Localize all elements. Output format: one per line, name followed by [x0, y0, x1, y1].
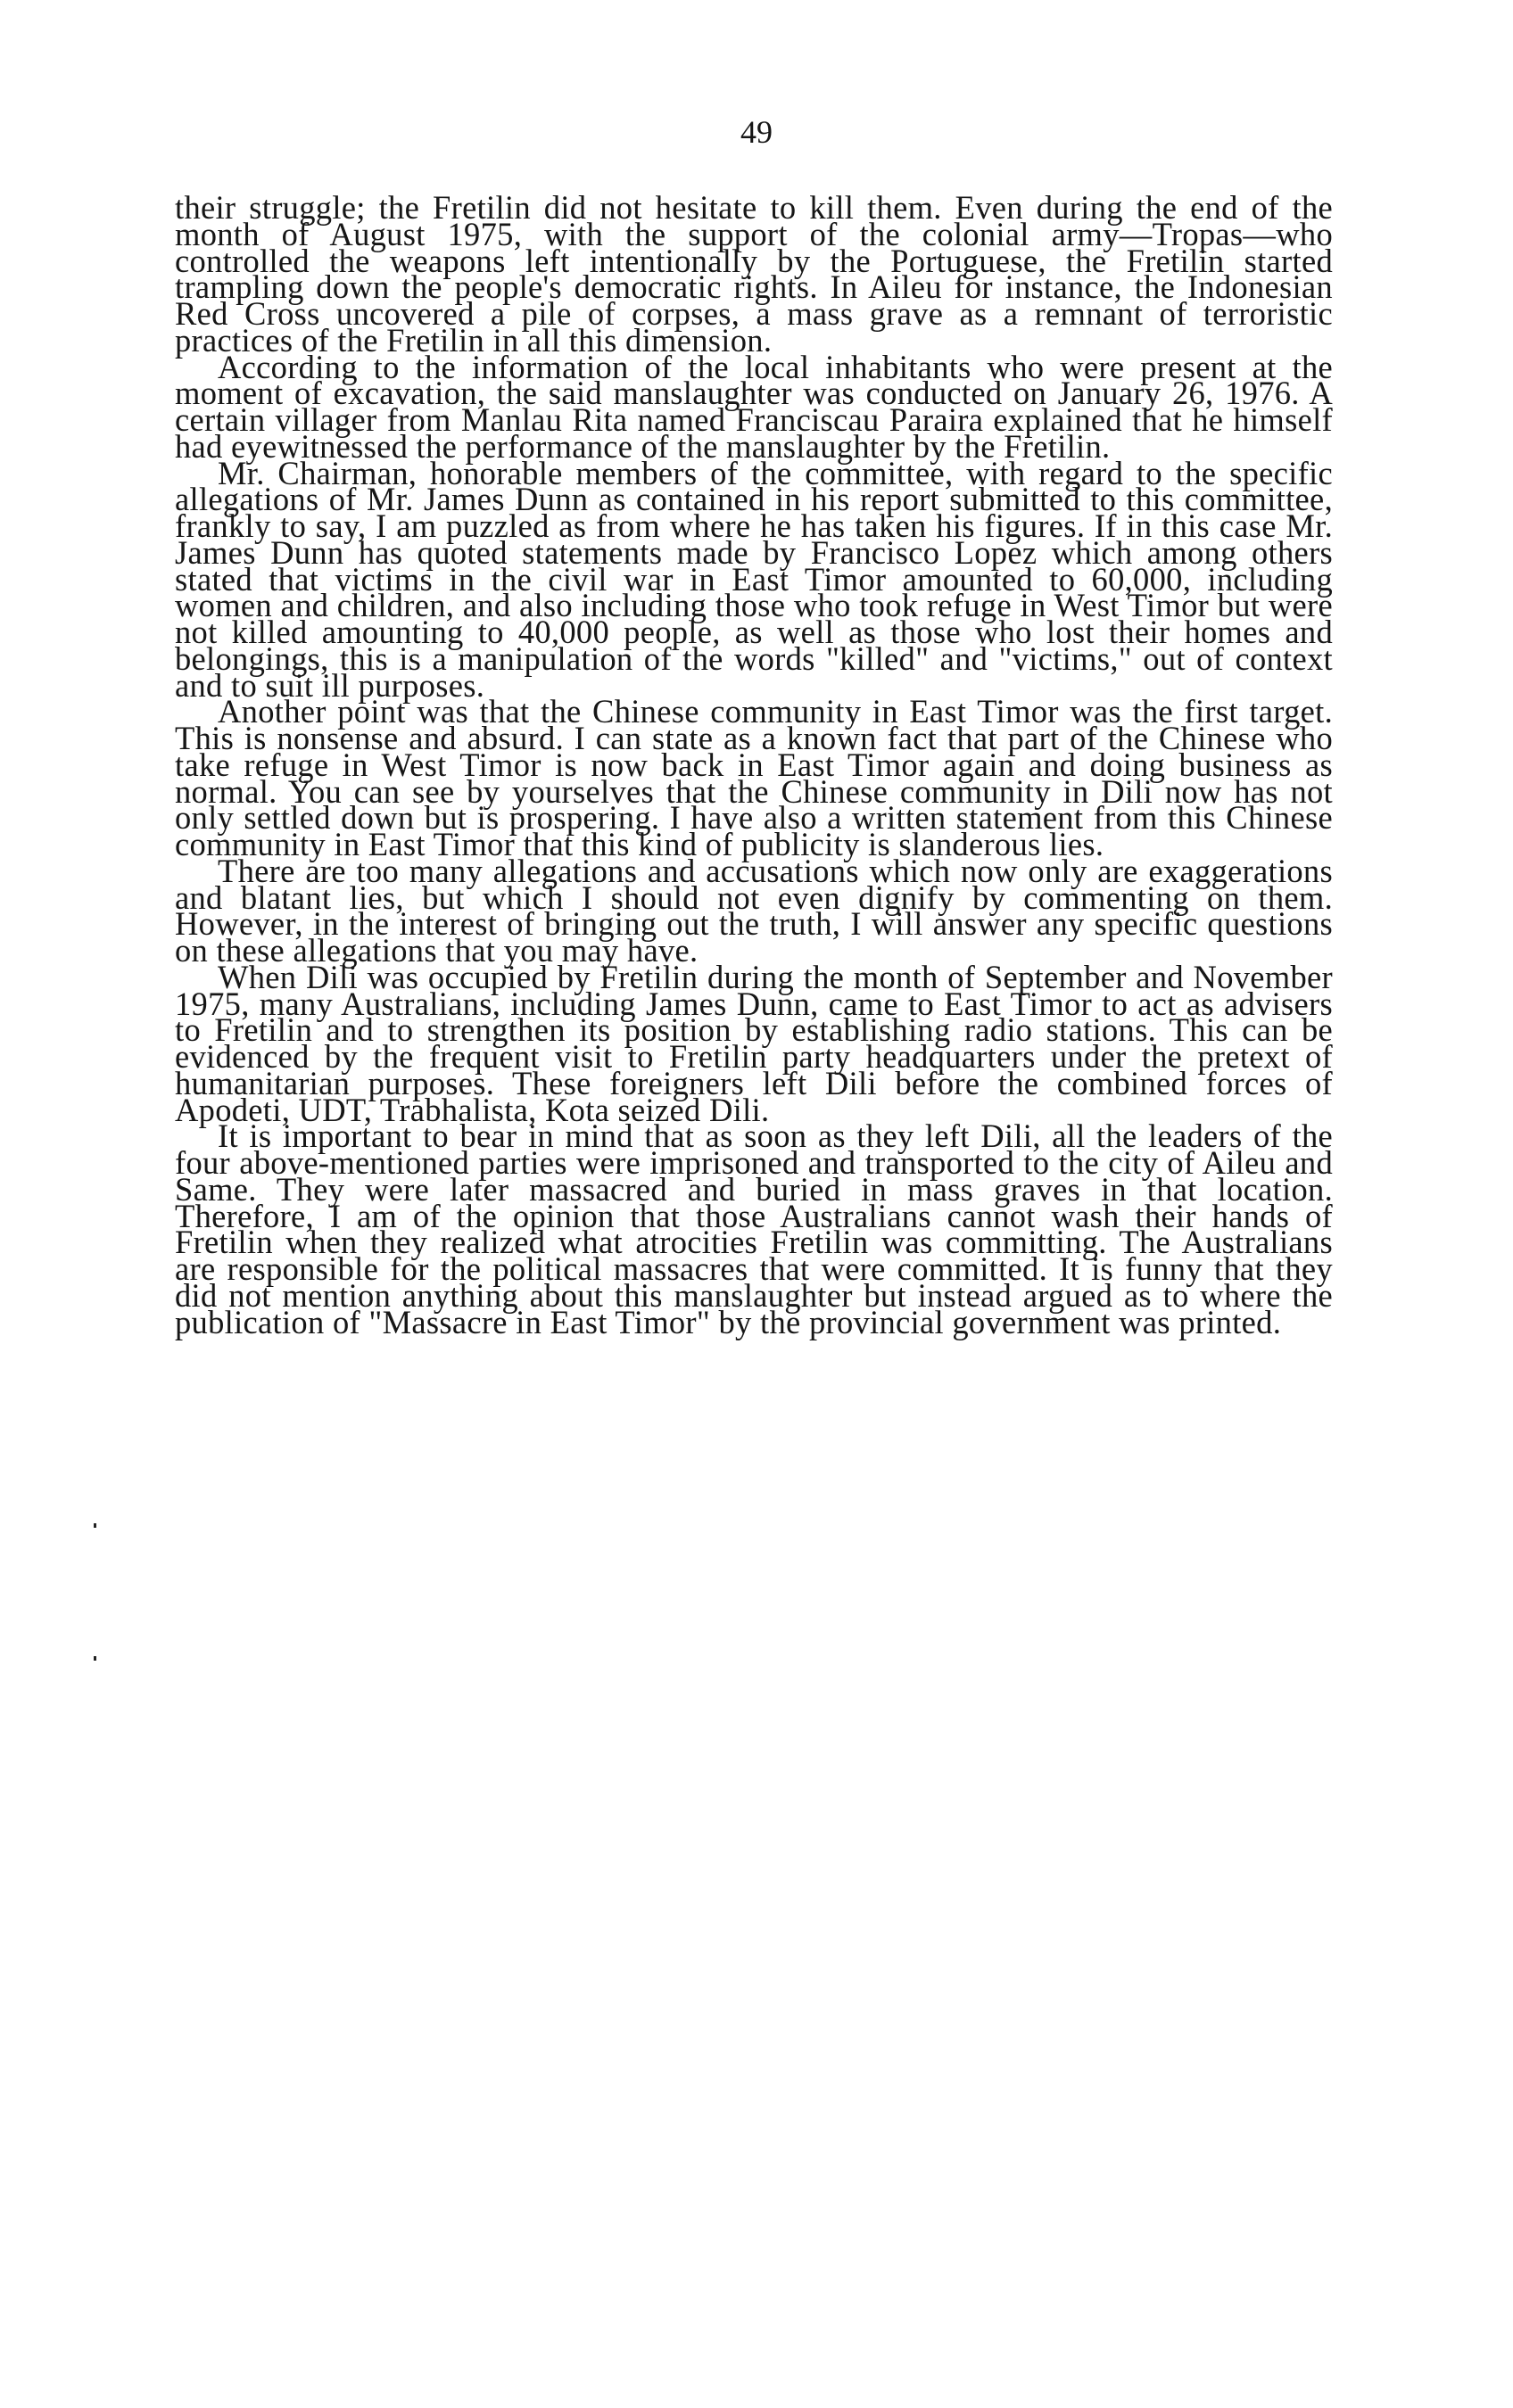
margin-mark — [94, 1523, 96, 1528]
paragraph-exaggerations: There are too many allegations and accusations which now only are exaggerations and blatant lies, but which I should not even dignify by commenting on them. However, in the interest of bringing out the truth, I will answer any specific questions on these allegations that you may have. — [175, 852, 1333, 969]
body-text — [175, 189, 1333, 1340]
paragraph-leaders-imprisoned: It is important to bear in mind that as soon as they left Dili, all the leaders of the four above-mentioned parties were imprisoned and transported to the city of Aileu and Same. They were later massacred and buried in mass graves in that location. Therefore, I am of the opinion that those Australians cannot wash their hands of Fretilin when they realized what atrocities Fretilin was committing. The Australians are responsible for the political massacres that were committed. It is funny that they did not mention anything about this manslaughter but instead argued as to where the publication of "Massacre in East Timor" by the provincial government was printed. — [175, 1117, 1333, 1340]
paragraph-continuation: their struggle; the Fretilin did not hesitate to kill them. Even during the end of the month of August 1975, with the support of the colonial army—Tropas—who controlled the weapons left intentionally by the Portuguese, the Fretilin started trampling down the people's democratic rights. In Aileu for instance, the Indonesian Red Cross uncovered a pile of corpses, a mass grave as a remnant of terroristic practices of the Fretilin in all this dimension. — [175, 189, 1333, 359]
paragraph-local-inhabitants: According to the information of the local inhabitants who were present at the moment of excavation, the said manslaughter was conducted on January 26, 1976. A certain villager from Manlau Rita named Franciscau Paraira explained that he himself had eyewitnessed the performance of the manslaughter by the Fretilin. — [175, 348, 1333, 465]
margin-mark — [94, 1656, 96, 1661]
paragraph-dili-occupied: When Dili was occupied by Fretilin during the month of September and November 1975, many Australians, including James Dunn, came to East Timor to act as advisers to Fretilin and to strengthen its position by establishing radio stations. This can be evidenced by the frequent visit to Fretilin party headquarters under the pretext of humanitarian purposes. These foreigners left Dili before the combined forces of Apodeti, UDT, Trabhalista, Kota seized Dili. — [175, 958, 1333, 1128]
paragraph-chairman-allegations: Mr. Chairman, honorable members of the committee, with regard to the specific allegations of Mr. James Dunn as contained in his report submitted to this committee, frankly to say, I am puzzled as from where he has taken his figures. If in this case Mr. James Dunn has quoted statements made by Francisco Lopez which among others stated that victims in the civil war in East Timor amounted to 60,000, including women and children, and also including those who took refuge in West Timor but were not killed amounting to 40,000 people, as well as those who lost their homes and belongings, this is a manipulation of the words "killed" and "victims," out of context and to suit ill purposes. — [175, 454, 1333, 704]
page-number: 49 — [740, 114, 773, 150]
paragraph-chinese-community: Another point was that the Chinese community in East Timor was the first target. This is nonsense and absurd. I can state as a known fact that part of the Chinese who take refuge in West Timor is now back in East Timor again and doing business as normal. You can see by yourselves that the Chinese community in Dili now has not only settled down but is prospering. I have also a written statement from this Chinese community in East Timor that this kind of publicity is slanderous lies. — [175, 693, 1333, 862]
